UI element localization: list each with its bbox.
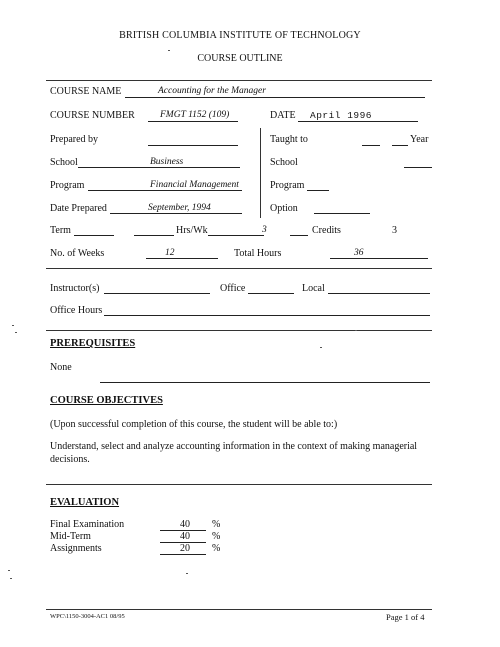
date-line [298,121,418,122]
office-hours-label: Office Hours [50,305,103,316]
term-line-2 [134,235,174,236]
total-hours-value: 36 [354,248,364,258]
school-label: School [50,157,78,168]
page-number: Page 1 of 4 [386,612,425,622]
scan-speck [355,330,357,331]
eval-final-label: Final Examination [50,519,125,530]
objectives-heading: COURSE OBJECTIVES [50,395,163,406]
evaluation-heading: EVALUATION [50,497,120,508]
date-prepared-line [110,213,242,214]
scan-speck [10,578,12,579]
term-label: Term [50,225,71,236]
credits-value: 3 [392,225,397,236]
rule-after-objectives [46,484,432,485]
course-number-line [148,121,238,122]
local-label: Local [302,283,325,294]
eval-midterm-label: Mid-Term [50,531,91,542]
program-line [88,190,242,191]
prerequisites-line [100,382,430,383]
school-value: Business [150,157,184,167]
objectives-line-2: decisions. [50,454,90,465]
scan-speck [12,325,14,326]
objectives-intro: (Upon successful completion of this course, the student will be able to:) [50,419,338,430]
program-value: Financial Management [150,180,239,190]
term-line [74,235,114,236]
year-label: Year [410,134,429,145]
right-program-line [307,190,329,191]
date-label: DATE [270,110,296,121]
objectives-line-1: Understand, select and analyze accounting information in the context of making managerial [50,441,418,452]
prepared-by-line [148,145,238,146]
scan-speck [15,332,17,333]
rule-before-prereq [46,330,432,331]
scan-speck [320,347,322,348]
local-line [328,293,430,294]
scan-speck [8,570,10,571]
prerequisites-heading: PREREQUISITES [50,338,136,349]
office-label: Office [220,283,246,294]
course-name-label: COURSE NAME [50,86,122,97]
eval-final-unit: % [212,519,221,530]
course-name-line [125,97,425,98]
total-hours-label: Total Hours [234,248,282,259]
year-line [392,145,408,146]
option-line [314,213,370,214]
eval-assignments-label: Assignments [50,543,102,554]
course-name-value: Accounting for the Manager [158,86,266,96]
date-prepared-label: Date Prepared [50,203,107,214]
eval-final-value: 40 [180,519,190,530]
weeks-line [146,258,218,259]
hrs-wk-label: Hrs/Wk [176,225,208,236]
right-program-label: Program [270,180,305,191]
eval-assignments-value: 20 [180,543,190,554]
taught-to-line [362,145,380,146]
weeks-value: 12 [165,248,175,258]
form-code: WPC\1150-3004-AC1 08/95 [50,613,125,620]
column-divider [260,128,261,218]
prerequisites-value: None [50,362,72,373]
top-rule [46,80,432,81]
credits-label: Credits [312,225,341,236]
rule-after-weeks [46,268,432,269]
course-number-value: FMGT 1152 (109) [160,110,230,120]
right-school-label: School [270,157,298,168]
office-hours-line [104,315,430,316]
option-label: Option [270,203,298,214]
instructor-line [104,293,210,294]
date-prepared-value: September, 1994 [148,203,211,213]
scan-speck [186,573,188,574]
institute-title: BRITISH COLUMBIA INSTITUTE OF TECHNOLOGY [119,30,361,41]
eval-assignments-line [160,554,206,555]
school-line [78,167,240,168]
prepared-by-label: Prepared by [50,134,99,145]
footer-rule [46,609,432,610]
eval-midterm-value: 40 [180,531,190,542]
program-label: Program [50,180,85,191]
taught-to-label: Taught to [270,134,308,145]
eval-midterm-unit: % [212,531,221,542]
hrs-wk-value: 3 [262,225,267,235]
scan-speck [168,50,170,51]
right-school-line [404,167,432,168]
eval-assignments-unit: % [212,543,221,554]
hrs-wk-line [208,235,264,236]
weeks-label: No. of Weeks [50,248,105,259]
document-title: COURSE OUTLINE [197,53,283,64]
credits-line [290,235,308,236]
office-line [248,293,294,294]
instructor-label: Instructor(s) [50,283,100,294]
total-hours-line [330,258,428,259]
date-value: April 1996 [310,110,373,121]
course-number-label: COURSE NUMBER [50,110,135,121]
